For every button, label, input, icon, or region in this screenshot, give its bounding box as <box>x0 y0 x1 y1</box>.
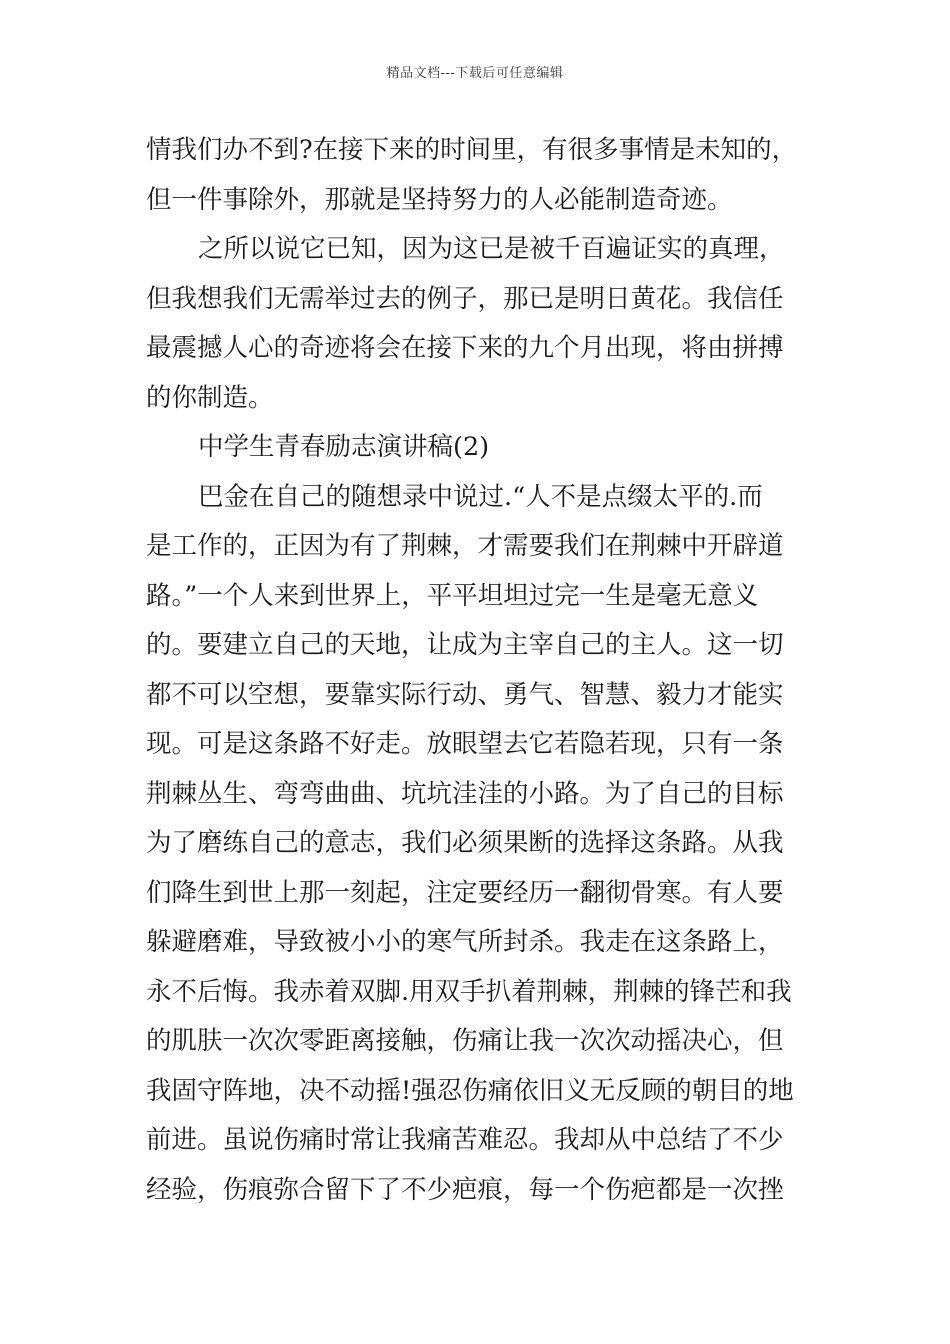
text-line: 是工作的，正因为有了荆棘，才需要我们在荆棘中开辟道 <box>146 531 784 561</box>
document-body <box>146 126 806 1215</box>
text-line: 的。要建立自己的天地，让成为主宰自己的主人。这一切 <box>146 630 784 660</box>
text-line: 但我想我们无需举过去的例子，那已是明日黄花。我信任 <box>146 283 784 314</box>
text-line: 路。”一个人来到世界上，平平坦坦过完一生是毫无意义 <box>146 580 759 611</box>
text-line: 经验，伤痕弥合留下了不少疤痕，每一个伤疤都是一次挫 <box>146 1174 784 1205</box>
text-line: 为了磨练自己的意志，我们必须果断的选择这条路。从我 <box>146 828 784 858</box>
page-header: 精品文档---下载后可任意编辑 <box>386 66 564 81</box>
text-line: 但一件事除外，那就是坚持努力的人必能制造奇迹。 <box>146 184 733 215</box>
text-line: 情我们办不到?在接下来的时间里，有很多事情是未知的， <box>146 135 798 165</box>
text-line: 都不可以空想，要靠实际行动、勇气、智慧、毅力才能实 <box>146 679 784 710</box>
section-heading: 中学生青春励志演讲稿(2) <box>198 432 490 462</box>
text-line: 之所以说它已知，因为这已是被千百遍证实的真理， <box>198 234 785 264</box>
text-line: 前进。虽说伤痛时常让我痛苦难忍。我却从中总结了不少 <box>146 1125 784 1155</box>
text-line: 的你制造。 <box>146 382 274 413</box>
text-line: 最震撼人心的奇迹将会在接下来的九个月出现，将由拼搏 <box>146 333 784 363</box>
text-line: 巴金在自己的随想录中说过.“人不是点缀太平的.而 <box>198 481 763 512</box>
text-line: 现。可是这条路不好走。放眼望去它若隐若现，只有一条 <box>146 729 784 759</box>
text-line: 的肌肤一次次零距离接触，伤痛让我一次次动摇决心，但 <box>146 1026 784 1056</box>
text-line: 永不后悔。我赤着双脚.用双手扒着荆棘，荆棘的锋芒和我 <box>146 976 792 1007</box>
text-line: 我固守阵地，决不动摇!强忍伤痛依旧义无反顾的朝目的地 <box>146 1075 794 1106</box>
text-line: 们降生到世上那一刻起，注定要经历一翻彻骨寒。有人要 <box>146 877 784 908</box>
text-line: 躲避磨难，导致被小小的寒气所封杀。我走在这条路上， <box>146 927 784 957</box>
text-line: 荆棘丛生、弯弯曲曲、坑坑洼洼的小路。为了自己的目标 <box>146 778 784 809</box>
